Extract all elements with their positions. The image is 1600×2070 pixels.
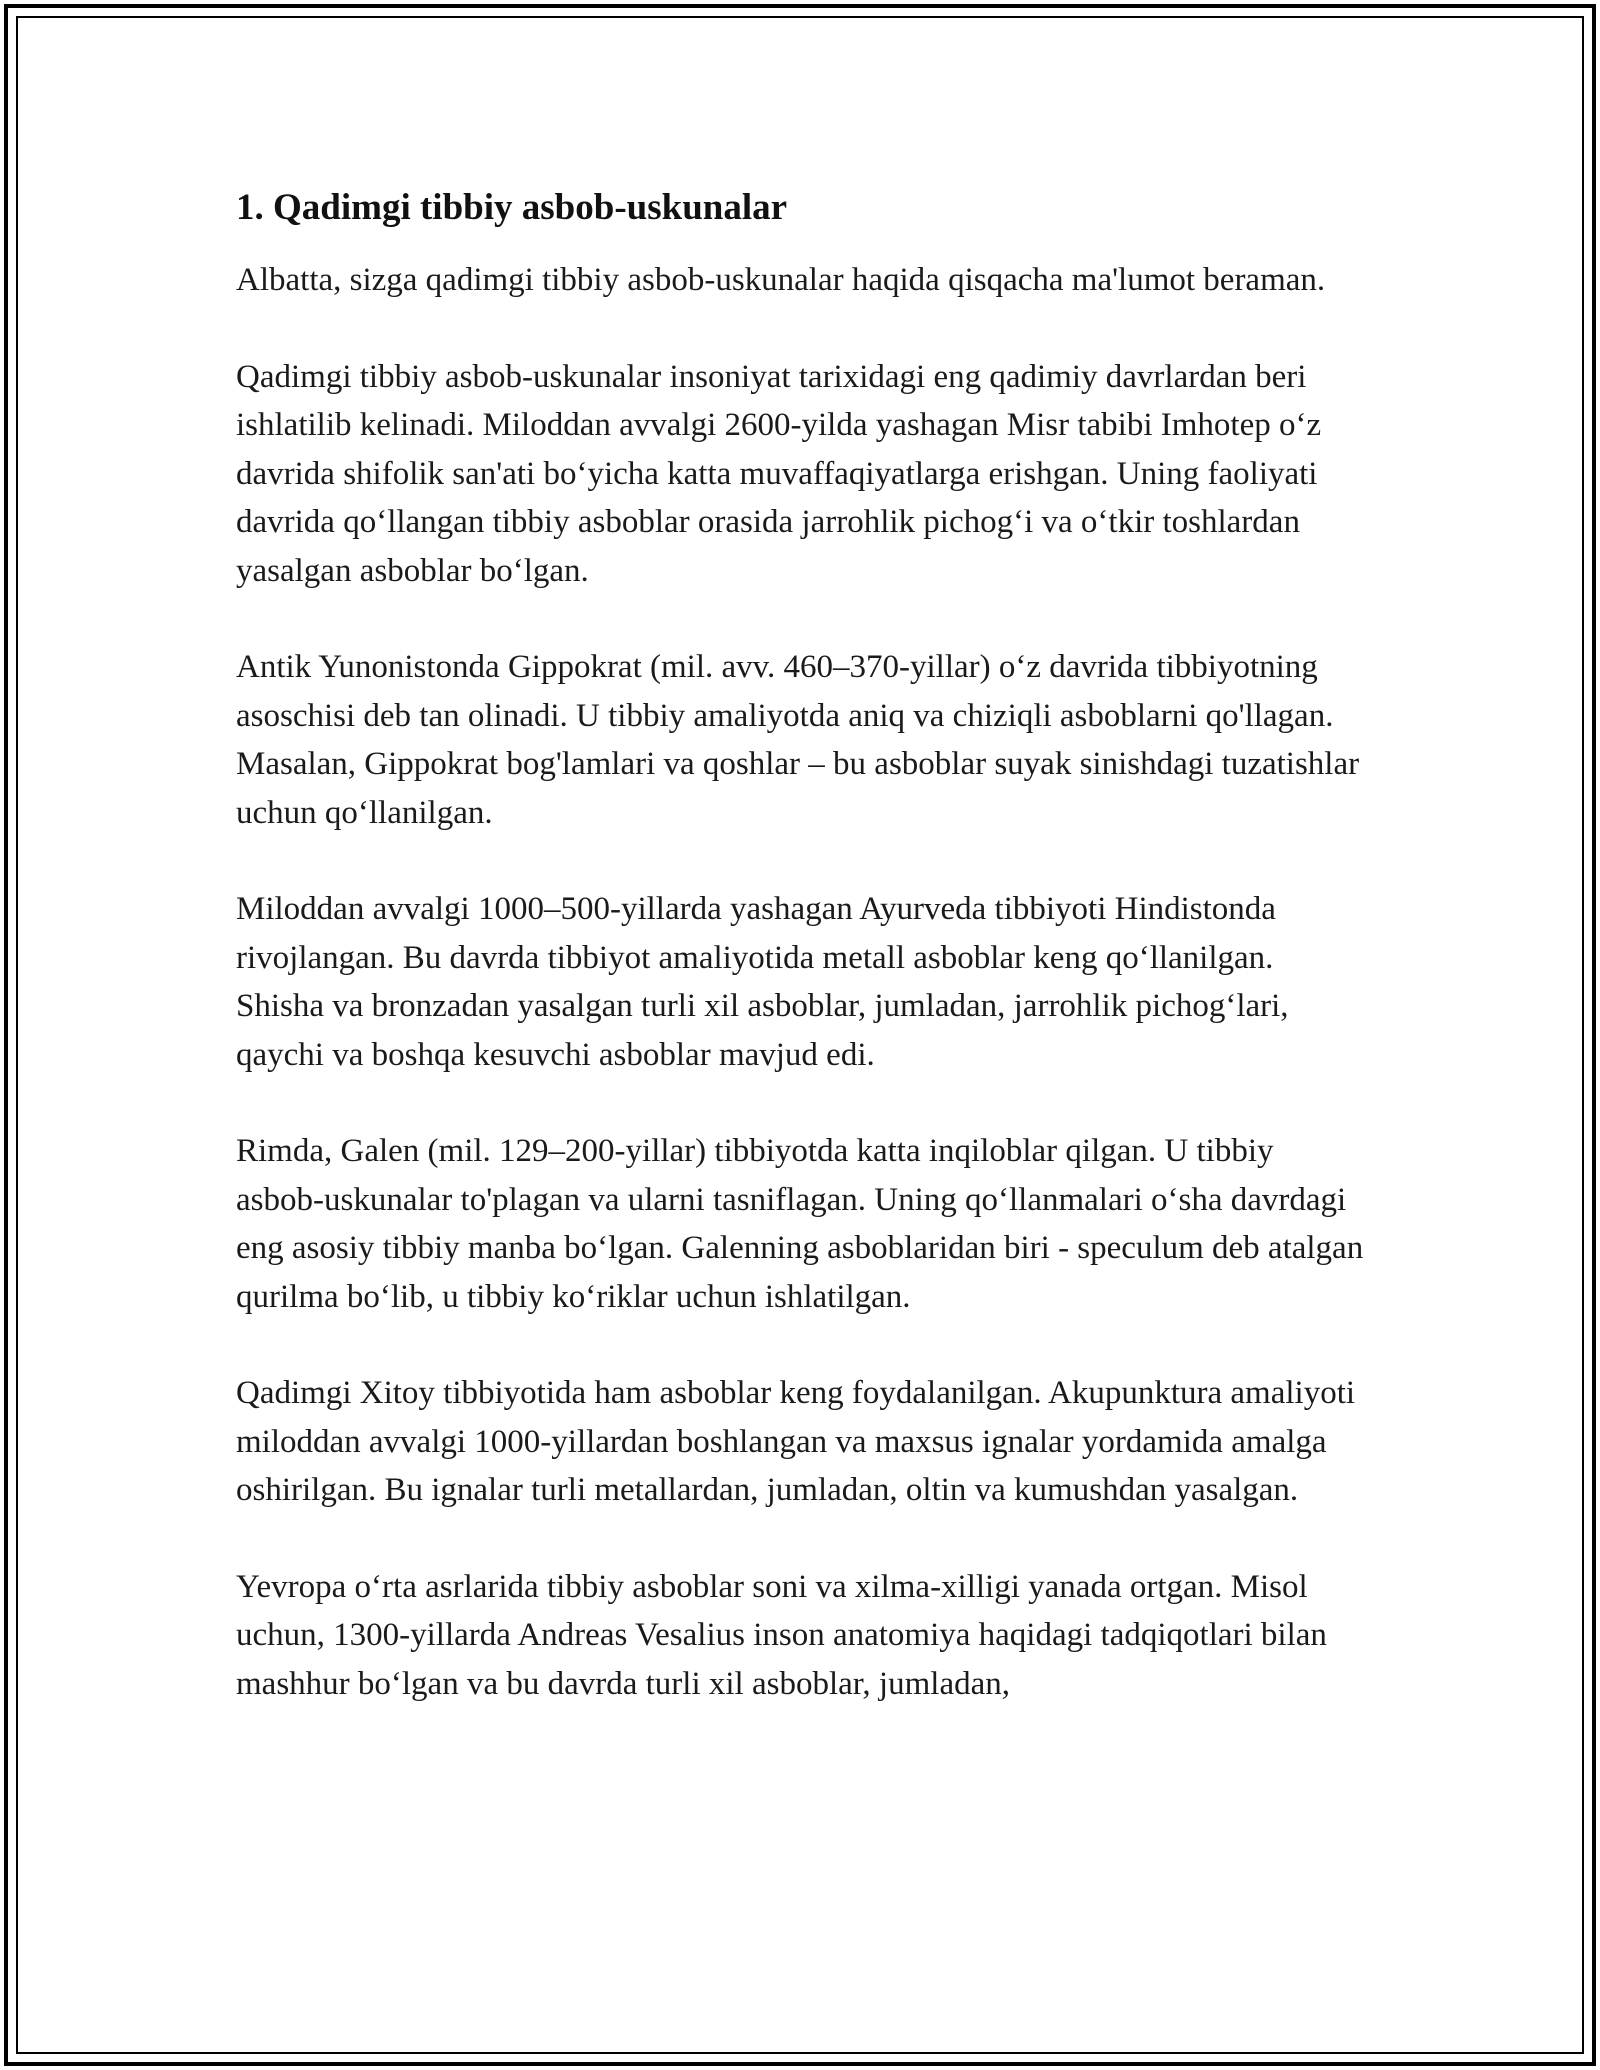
paragraph-intro: Albatta, sizga qadimgi tibbiy asbob-uskunalar haqida qisqacha ma'lumot beraman. [236, 262, 1326, 298]
paragraph-europe: Yevropa o‘rta asrlarida tibbiy asboblar soni va xilma-xilligi yanada ortgan. Misol uchun, 1300-yillarda Andreas Vesalius inson anatomiya haqidagi tadqiqotlari bilan mashhur bo‘lgan va bu davrda turli xil asboblar, jumladan, [236, 1568, 1327, 1702]
section-heading: 1. Qadimgi tibbiy asbob-uskunalar [236, 187, 788, 228]
paragraph-india: Miloddan avvalgi 1000–500-yillarda yashagan Ayurveda tibbiyoti Hindistonda rivojlangan. Bu davrda tibbiyot amaliyotida metall asboblar keng qo‘llanilgan. Shisha va bronzadan yasalgan turli xil asboblar, jumladan, jarrohlik pichog‘lari, qaychi va boshqa kesuvchi asboblar mavjud edi. [236, 891, 1289, 1073]
paragraph-greece: Antik Yunonistonda Gippokrat (mil. avv. 460–370-yillar) o‘z davrida tibbiyotning asoschisi deb tan olinadi. U tibbiy amaliyotda aniq va chiziqli asboblarni qo'llagan. Masalan, Gippokrat bog'lamlari va qoshlar – bu asboblar suyak sinishdagi tuzatishlar uchun qo‘llanilgan. [236, 649, 1360, 831]
paragraph-rome: Rimda, Galen (mil. 129–200-yillar) tibbiyotda katta inqiloblar qilgan. U tibbiy asbob-uskunalar to'plagan va ularni tasniflagan. Uning qo‘llanmalari o‘sha davrdagi eng asosiy tibbiy manba bo‘lgan. Galenning asboblaridan biri - speculum deb atalgan qurilma bo‘lib, u tibbiy ko‘riklar uchun ishlatilgan. [236, 1133, 1364, 1315]
paragraph-egypt: Qadimgi tibbiy asbob-uskunalar insoniyat tarixidagi eng qadimiy davrlardan beri ishlatilib kelinadi. Miloddan avvalgi 2600-yilda yashagan Misr tabibi Imhotep o‘z davrida shifolik san'ati bo‘yicha katta muvaffaqiyatlarga erishgan. Uning faoliyati davrida qo‘llangan tibbiy asboblar orasida jarrohlik pichog‘i va o‘tkir toshlardan yasalgan asboblar bo‘lgan. [236, 358, 1322, 589]
document-body [236, 186, 1368, 1756]
paragraph-china: Qadimgi Xitoy tibbiyotida ham asboblar keng foydalanilgan. Akupunktura amaliyoti miloddan avvalgi 1000-yillardan boshlangan va maxsus ignalar yordamida amalga oshirilgan. Bu ignalar turli metallardan, jumladan, oltin va kumushdan yasalgan. [236, 1375, 1356, 1508]
